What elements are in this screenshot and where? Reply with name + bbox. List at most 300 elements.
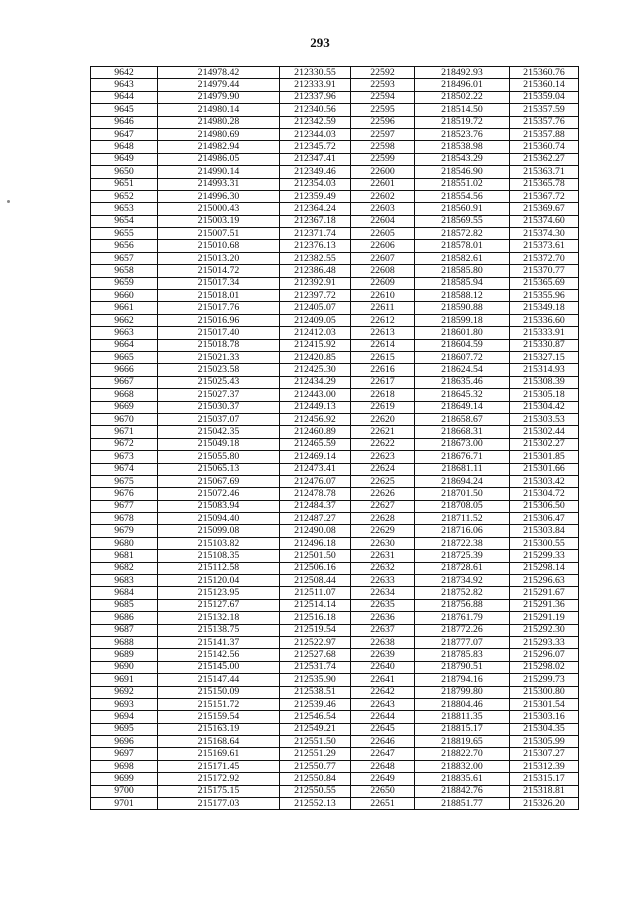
table-cell-point-id-a: 9692 bbox=[91, 686, 158, 698]
table-row bbox=[91, 141, 579, 153]
table-cell-y-coordinate-b: 215303.16 bbox=[510, 711, 579, 723]
table-row bbox=[91, 525, 579, 537]
table-cell-point-id-b: 22635 bbox=[351, 599, 415, 611]
table-cell-point-id-b: 22608 bbox=[351, 265, 415, 277]
table-cell-y-coordinate-b: 215298.02 bbox=[510, 661, 579, 673]
table-cell-point-id-a: 9642 bbox=[91, 67, 158, 79]
table-cell-y-coordinate-b: 215308.39 bbox=[510, 376, 579, 388]
table-cell-point-id-a: 9682 bbox=[91, 562, 158, 574]
table-row bbox=[91, 661, 579, 673]
table-cell-y-coordinate-b: 215365.78 bbox=[510, 178, 579, 190]
table-cell-x-coordinate-a: 215177.03 bbox=[158, 798, 280, 810]
table-cell-point-id-b: 22629 bbox=[351, 525, 415, 537]
table-cell-point-id-a: 9701 bbox=[91, 798, 158, 810]
table-cell-y-coordinate-b: 215355.96 bbox=[510, 290, 579, 302]
table-cell-x-coordinate-b: 218658.67 bbox=[415, 413, 510, 425]
table-cell-point-id-a: 9699 bbox=[91, 773, 158, 785]
table-cell-y-coordinate-a: 212496.18 bbox=[280, 537, 351, 549]
scan-speck bbox=[7, 200, 10, 203]
coordinates-table-body bbox=[91, 67, 579, 810]
table-cell-point-id-a: 9667 bbox=[91, 376, 158, 388]
table-row bbox=[91, 153, 579, 165]
table-cell-point-id-b: 22619 bbox=[351, 401, 415, 413]
table-cell-point-id-b: 22639 bbox=[351, 649, 415, 661]
table-cell-point-id-a: 9687 bbox=[91, 624, 158, 636]
table-cell-x-coordinate-b: 218514.50 bbox=[415, 104, 510, 116]
table-row bbox=[91, 463, 579, 475]
table-cell-y-coordinate-b: 215291.19 bbox=[510, 612, 579, 624]
table-cell-point-id-b: 22638 bbox=[351, 636, 415, 648]
table-cell-y-coordinate-a: 212344.03 bbox=[280, 128, 351, 140]
table-cell-x-coordinate-a: 215108.35 bbox=[158, 550, 280, 562]
table-cell-x-coordinate-b: 218590.88 bbox=[415, 302, 510, 314]
table-cell-x-coordinate-a: 214996.30 bbox=[158, 190, 280, 202]
table-cell-x-coordinate-b: 218794.16 bbox=[415, 674, 510, 686]
table-cell-point-id-a: 9676 bbox=[91, 488, 158, 500]
table-cell-point-id-b: 22597 bbox=[351, 128, 415, 140]
table-cell-point-id-a: 9658 bbox=[91, 265, 158, 277]
table-cell-point-id-a: 9693 bbox=[91, 698, 158, 710]
table-cell-y-coordinate-b: 215365.69 bbox=[510, 277, 579, 289]
table-cell-x-coordinate-a: 215168.64 bbox=[158, 736, 280, 748]
table-cell-y-coordinate-a: 212333.91 bbox=[280, 79, 351, 91]
table-row bbox=[91, 327, 579, 339]
table-cell-x-coordinate-b: 218635.46 bbox=[415, 376, 510, 388]
table-cell-x-coordinate-a: 215103.82 bbox=[158, 537, 280, 549]
table-cell-y-coordinate-b: 215360.14 bbox=[510, 79, 579, 91]
table-row bbox=[91, 686, 579, 698]
table-cell-y-coordinate-b: 215367.72 bbox=[510, 190, 579, 202]
table-cell-y-coordinate-a: 212478.78 bbox=[280, 488, 351, 500]
table-cell-y-coordinate-a: 212550.77 bbox=[280, 760, 351, 772]
table-row bbox=[91, 413, 579, 425]
table-cell-y-coordinate-a: 212347.41 bbox=[280, 153, 351, 165]
table-cell-y-coordinate-a: 212409.05 bbox=[280, 314, 351, 326]
table-row bbox=[91, 711, 579, 723]
table-cell-y-coordinate-b: 215301.54 bbox=[510, 698, 579, 710]
table-cell-point-id-a: 9700 bbox=[91, 785, 158, 797]
table-cell-y-coordinate-a: 212392.91 bbox=[280, 277, 351, 289]
table-cell-x-coordinate-a: 214982.94 bbox=[158, 141, 280, 153]
table-cell-y-coordinate-a: 212415.92 bbox=[280, 339, 351, 351]
table-cell-point-id-a: 9656 bbox=[91, 240, 158, 252]
table-row bbox=[91, 500, 579, 512]
table-cell-point-id-a: 9696 bbox=[91, 736, 158, 748]
table-cell-y-coordinate-a: 212487.27 bbox=[280, 513, 351, 525]
table-cell-x-coordinate-a: 215163.19 bbox=[158, 723, 280, 735]
table-cell-point-id-a: 9654 bbox=[91, 215, 158, 227]
table-cell-x-coordinate-a: 215169.61 bbox=[158, 748, 280, 760]
table-cell-x-coordinate-a: 214990.14 bbox=[158, 166, 280, 178]
table-cell-point-id-a: 9660 bbox=[91, 290, 158, 302]
table-cell-point-id-b: 22632 bbox=[351, 562, 415, 574]
table-row bbox=[91, 698, 579, 710]
table-row bbox=[91, 277, 579, 289]
table-cell-x-coordinate-a: 215151.72 bbox=[158, 698, 280, 710]
table-row bbox=[91, 723, 579, 735]
table-cell-point-id-a: 9698 bbox=[91, 760, 158, 772]
table-cell-y-coordinate-a: 212539.46 bbox=[280, 698, 351, 710]
table-cell-point-id-a: 9689 bbox=[91, 649, 158, 661]
table-cell-point-id-a: 9666 bbox=[91, 364, 158, 376]
table-cell-point-id-a: 9648 bbox=[91, 141, 158, 153]
table-cell-y-coordinate-b: 215301.66 bbox=[510, 463, 579, 475]
table-cell-x-coordinate-a: 215142.56 bbox=[158, 649, 280, 661]
table-cell-point-id-a: 9659 bbox=[91, 277, 158, 289]
table-cell-y-coordinate-a: 212345.72 bbox=[280, 141, 351, 153]
table-cell-point-id-b: 22628 bbox=[351, 513, 415, 525]
table-cell-x-coordinate-b: 218578.01 bbox=[415, 240, 510, 252]
table-cell-y-coordinate-a: 212519.54 bbox=[280, 624, 351, 636]
table-cell-y-coordinate-a: 212476.07 bbox=[280, 475, 351, 487]
table-cell-point-id-b: 22647 bbox=[351, 748, 415, 760]
table-cell-y-coordinate-a: 212397.72 bbox=[280, 290, 351, 302]
table-cell-point-id-b: 22604 bbox=[351, 215, 415, 227]
table-cell-y-coordinate-a: 212376.13 bbox=[280, 240, 351, 252]
table-cell-y-coordinate-a: 212516.18 bbox=[280, 612, 351, 624]
table-row bbox=[91, 612, 579, 624]
table-cell-y-coordinate-a: 212501.50 bbox=[280, 550, 351, 562]
table-cell-point-id-b: 22642 bbox=[351, 686, 415, 698]
table-cell-y-coordinate-b: 215299.73 bbox=[510, 674, 579, 686]
table-cell-point-id-a: 9697 bbox=[91, 748, 158, 760]
table-cell-y-coordinate-b: 215305.99 bbox=[510, 736, 579, 748]
table-cell-point-id-a: 9657 bbox=[91, 252, 158, 264]
table-cell-x-coordinate-a: 215017.34 bbox=[158, 277, 280, 289]
table-cell-x-coordinate-b: 218551.02 bbox=[415, 178, 510, 190]
table-row bbox=[91, 513, 579, 525]
table-cell-y-coordinate-b: 215303.53 bbox=[510, 413, 579, 425]
table-cell-y-coordinate-b: 215298.14 bbox=[510, 562, 579, 574]
table-cell-y-coordinate-a: 212349.46 bbox=[280, 166, 351, 178]
table-cell-y-coordinate-a: 212367.18 bbox=[280, 215, 351, 227]
table-cell-y-coordinate-b: 215360.76 bbox=[510, 67, 579, 79]
table-cell-y-coordinate-b: 215293.33 bbox=[510, 636, 579, 648]
table-cell-y-coordinate-a: 212460.89 bbox=[280, 426, 351, 438]
table-cell-y-coordinate-b: 215357.76 bbox=[510, 116, 579, 128]
table-cell-y-coordinate-b: 215336.60 bbox=[510, 314, 579, 326]
table-cell-x-coordinate-a: 215017.76 bbox=[158, 302, 280, 314]
table-cell-point-id-a: 9684 bbox=[91, 587, 158, 599]
table-cell-x-coordinate-b: 218785.83 bbox=[415, 649, 510, 661]
table-cell-point-id-a: 9673 bbox=[91, 451, 158, 463]
table-cell-point-id-b: 22615 bbox=[351, 351, 415, 363]
table-cell-point-id-b: 22641 bbox=[351, 674, 415, 686]
table-cell-x-coordinate-b: 218585.94 bbox=[415, 277, 510, 289]
table-cell-y-coordinate-b: 215296.07 bbox=[510, 649, 579, 661]
table-row bbox=[91, 376, 579, 388]
table-cell-x-coordinate-a: 215042.35 bbox=[158, 426, 280, 438]
table-cell-x-coordinate-a: 215072.46 bbox=[158, 488, 280, 500]
table-cell-x-coordinate-a: 214980.14 bbox=[158, 104, 280, 116]
table-cell-y-coordinate-b: 215315.17 bbox=[510, 773, 579, 785]
table-cell-x-coordinate-b: 218761.79 bbox=[415, 612, 510, 624]
table-cell-x-coordinate-b: 218722.38 bbox=[415, 537, 510, 549]
table-cell-point-id-a: 9688 bbox=[91, 636, 158, 648]
table-cell-y-coordinate-a: 212490.08 bbox=[280, 525, 351, 537]
table-cell-point-id-b: 22622 bbox=[351, 438, 415, 450]
table-cell-x-coordinate-a: 215030.37 bbox=[158, 401, 280, 413]
table-cell-point-id-b: 22612 bbox=[351, 314, 415, 326]
table-cell-x-coordinate-a: 215049.18 bbox=[158, 438, 280, 450]
table-cell-x-coordinate-b: 218681.11 bbox=[415, 463, 510, 475]
table-cell-x-coordinate-b: 218756.88 bbox=[415, 599, 510, 611]
table-cell-y-coordinate-b: 215362.27 bbox=[510, 153, 579, 165]
table-cell-point-id-b: 22627 bbox=[351, 500, 415, 512]
table-row bbox=[91, 240, 579, 252]
table-row bbox=[91, 351, 579, 363]
table-row bbox=[91, 475, 579, 487]
table-cell-x-coordinate-b: 218624.54 bbox=[415, 364, 510, 376]
table-cell-y-coordinate-a: 212484.37 bbox=[280, 500, 351, 512]
table-cell-x-coordinate-b: 218538.98 bbox=[415, 141, 510, 153]
table-cell-x-coordinate-a: 215027.37 bbox=[158, 389, 280, 401]
table-cell-x-coordinate-a: 215159.54 bbox=[158, 711, 280, 723]
table-cell-y-coordinate-a: 212511.07 bbox=[280, 587, 351, 599]
table-cell-y-coordinate-a: 212386.48 bbox=[280, 265, 351, 277]
table-cell-point-id-b: 22621 bbox=[351, 426, 415, 438]
table-cell-y-coordinate-a: 212550.55 bbox=[280, 785, 351, 797]
table-cell-point-id-b: 22636 bbox=[351, 612, 415, 624]
table-cell-y-coordinate-a: 212535.90 bbox=[280, 674, 351, 686]
table-row bbox=[91, 79, 579, 91]
table-cell-point-id-a: 9663 bbox=[91, 327, 158, 339]
table-cell-point-id-a: 9683 bbox=[91, 575, 158, 587]
table-cell-x-coordinate-a: 215007.51 bbox=[158, 228, 280, 240]
table-row bbox=[91, 488, 579, 500]
table-cell-x-coordinate-a: 215000.43 bbox=[158, 203, 280, 215]
table-row bbox=[91, 215, 579, 227]
table-cell-point-id-b: 22644 bbox=[351, 711, 415, 723]
table-cell-y-coordinate-b: 215292.30 bbox=[510, 624, 579, 636]
table-row bbox=[91, 302, 579, 314]
table-cell-x-coordinate-a: 215055.80 bbox=[158, 451, 280, 463]
table-cell-x-coordinate-a: 215083.94 bbox=[158, 500, 280, 512]
table-cell-y-coordinate-a: 212359.49 bbox=[280, 190, 351, 202]
table-cell-y-coordinate-a: 212342.59 bbox=[280, 116, 351, 128]
table-cell-point-id-a: 9691 bbox=[91, 674, 158, 686]
table-cell-x-coordinate-b: 218815.17 bbox=[415, 723, 510, 735]
table-cell-x-coordinate-b: 218701.50 bbox=[415, 488, 510, 500]
table-row bbox=[91, 636, 579, 648]
table-cell-point-id-b: 22625 bbox=[351, 475, 415, 487]
table-row bbox=[91, 575, 579, 587]
table-cell-point-id-b: 22610 bbox=[351, 290, 415, 302]
table-cell-x-coordinate-b: 218734.92 bbox=[415, 575, 510, 587]
table-cell-x-coordinate-a: 214978.42 bbox=[158, 67, 280, 79]
table-cell-point-id-a: 9646 bbox=[91, 116, 158, 128]
table-cell-point-id-b: 22624 bbox=[351, 463, 415, 475]
table-row bbox=[91, 401, 579, 413]
table-cell-y-coordinate-a: 212382.55 bbox=[280, 252, 351, 264]
table-cell-point-id-b: 22623 bbox=[351, 451, 415, 463]
table-cell-point-id-b: 22649 bbox=[351, 773, 415, 785]
coordinates-table bbox=[90, 66, 579, 810]
table-cell-y-coordinate-b: 215304.72 bbox=[510, 488, 579, 500]
table-cell-x-coordinate-b: 218835.61 bbox=[415, 773, 510, 785]
table-cell-x-coordinate-b: 218716.06 bbox=[415, 525, 510, 537]
table-cell-point-id-a: 9669 bbox=[91, 401, 158, 413]
table-cell-x-coordinate-a: 215018.78 bbox=[158, 339, 280, 351]
table-cell-point-id-b: 22605 bbox=[351, 228, 415, 240]
table-cell-y-coordinate-b: 215303.84 bbox=[510, 525, 579, 537]
table-cell-point-id-b: 22645 bbox=[351, 723, 415, 735]
table-row bbox=[91, 451, 579, 463]
table-cell-y-coordinate-a: 212340.56 bbox=[280, 104, 351, 116]
table-cell-x-coordinate-b: 218572.82 bbox=[415, 228, 510, 240]
table-cell-point-id-b: 22651 bbox=[351, 798, 415, 810]
page-number: 293 bbox=[310, 35, 330, 50]
table-row bbox=[91, 91, 579, 103]
table-cell-y-coordinate-a: 212508.44 bbox=[280, 575, 351, 587]
table-row bbox=[91, 674, 579, 686]
table-row bbox=[91, 599, 579, 611]
table-cell-x-coordinate-b: 218601.80 bbox=[415, 327, 510, 339]
table-cell-point-id-b: 22603 bbox=[351, 203, 415, 215]
table-cell-x-coordinate-a: 215147.44 bbox=[158, 674, 280, 686]
table-row bbox=[91, 67, 579, 79]
table-cell-point-id-a: 9674 bbox=[91, 463, 158, 475]
table-cell-x-coordinate-a: 215171.45 bbox=[158, 760, 280, 772]
table-row bbox=[91, 228, 579, 240]
table-cell-x-coordinate-a: 215014.72 bbox=[158, 265, 280, 277]
table-cell-y-coordinate-a: 212527.68 bbox=[280, 649, 351, 661]
table-cell-x-coordinate-b: 218649.14 bbox=[415, 401, 510, 413]
table-cell-point-id-a: 9679 bbox=[91, 525, 158, 537]
table-cell-point-id-b: 22596 bbox=[351, 116, 415, 128]
table-row bbox=[91, 314, 579, 326]
table-cell-y-coordinate-b: 215291.67 bbox=[510, 587, 579, 599]
table-row bbox=[91, 438, 579, 450]
table-row bbox=[91, 203, 579, 215]
table-cell-y-coordinate-a: 212364.24 bbox=[280, 203, 351, 215]
table-cell-point-id-b: 22637 bbox=[351, 624, 415, 636]
table-cell-y-coordinate-b: 215304.35 bbox=[510, 723, 579, 735]
table-cell-x-coordinate-a: 215138.75 bbox=[158, 624, 280, 636]
table-cell-y-coordinate-b: 215363.71 bbox=[510, 166, 579, 178]
table-row bbox=[91, 178, 579, 190]
table-cell-y-coordinate-a: 212551.50 bbox=[280, 736, 351, 748]
table-cell-x-coordinate-a: 215132.18 bbox=[158, 612, 280, 624]
table-cell-y-coordinate-b: 215359.04 bbox=[510, 91, 579, 103]
table-cell-y-coordinate-a: 212405.07 bbox=[280, 302, 351, 314]
table-cell-x-coordinate-b: 218588.12 bbox=[415, 290, 510, 302]
table-cell-point-id-b: 22640 bbox=[351, 661, 415, 673]
table-cell-y-coordinate-a: 212551.29 bbox=[280, 748, 351, 760]
table-cell-x-coordinate-b: 218604.59 bbox=[415, 339, 510, 351]
table-cell-y-coordinate-b: 215373.61 bbox=[510, 240, 579, 252]
table-cell-x-coordinate-a: 215037.07 bbox=[158, 413, 280, 425]
table-cell-x-coordinate-a: 215120.04 bbox=[158, 575, 280, 587]
table-cell-point-id-b: 22646 bbox=[351, 736, 415, 748]
table-cell-point-id-a: 9649 bbox=[91, 153, 158, 165]
table-cell-point-id-b: 22616 bbox=[351, 364, 415, 376]
table-cell-y-coordinate-b: 215314.93 bbox=[510, 364, 579, 376]
table-cell-y-coordinate-b: 215306.47 bbox=[510, 513, 579, 525]
table-cell-x-coordinate-a: 215025.43 bbox=[158, 376, 280, 388]
table-cell-y-coordinate-b: 215303.42 bbox=[510, 475, 579, 487]
table-cell-x-coordinate-b: 218543.29 bbox=[415, 153, 510, 165]
table-cell-y-coordinate-b: 215374.60 bbox=[510, 215, 579, 227]
table-cell-point-id-b: 22592 bbox=[351, 67, 415, 79]
table-cell-x-coordinate-a: 215067.69 bbox=[158, 475, 280, 487]
table-cell-point-id-b: 22593 bbox=[351, 79, 415, 91]
table-row bbox=[91, 389, 579, 401]
table-cell-point-id-a: 9651 bbox=[91, 178, 158, 190]
table-cell-y-coordinate-a: 212549.21 bbox=[280, 723, 351, 735]
table-cell-x-coordinate-b: 218799.80 bbox=[415, 686, 510, 698]
table-cell-y-coordinate-a: 212514.14 bbox=[280, 599, 351, 611]
table-cell-x-coordinate-a: 215065.13 bbox=[158, 463, 280, 475]
table-row bbox=[91, 550, 579, 562]
table-cell-point-id-a: 9644 bbox=[91, 91, 158, 103]
table-cell-y-coordinate-b: 215302.44 bbox=[510, 426, 579, 438]
table-cell-y-coordinate-b: 215357.88 bbox=[510, 128, 579, 140]
table-row bbox=[91, 190, 579, 202]
table-cell-y-coordinate-a: 212420.85 bbox=[280, 351, 351, 363]
table-row bbox=[91, 364, 579, 376]
table-cell-point-id-b: 22631 bbox=[351, 550, 415, 562]
table-row bbox=[91, 116, 579, 128]
table-cell-y-coordinate-a: 212473.41 bbox=[280, 463, 351, 475]
table-cell-x-coordinate-b: 218842.76 bbox=[415, 785, 510, 797]
table-cell-x-coordinate-b: 218725.39 bbox=[415, 550, 510, 562]
table-row bbox=[91, 785, 579, 797]
table-cell-y-coordinate-a: 212449.13 bbox=[280, 401, 351, 413]
table-cell-x-coordinate-a: 215145.00 bbox=[158, 661, 280, 673]
table-cell-point-id-b: 22630 bbox=[351, 537, 415, 549]
table-cell-point-id-b: 22617 bbox=[351, 376, 415, 388]
table-cell-y-coordinate-a: 212330.55 bbox=[280, 67, 351, 79]
table-row bbox=[91, 624, 579, 636]
table-cell-y-coordinate-a: 212531.74 bbox=[280, 661, 351, 673]
table-cell-y-coordinate-a: 212443.00 bbox=[280, 389, 351, 401]
table-row bbox=[91, 426, 579, 438]
table-cell-y-coordinate-a: 212522.97 bbox=[280, 636, 351, 648]
table-row bbox=[91, 562, 579, 574]
table-cell-y-coordinate-a: 212552.13 bbox=[280, 798, 351, 810]
table-cell-point-id-b: 22611 bbox=[351, 302, 415, 314]
table-cell-y-coordinate-b: 215302.27 bbox=[510, 438, 579, 450]
table-cell-x-coordinate-a: 215123.95 bbox=[158, 587, 280, 599]
table-cell-x-coordinate-a: 215112.58 bbox=[158, 562, 280, 574]
table-cell-x-coordinate-b: 218546.90 bbox=[415, 166, 510, 178]
table-cell-x-coordinate-b: 218607.72 bbox=[415, 351, 510, 363]
table-cell-x-coordinate-a: 215016.96 bbox=[158, 314, 280, 326]
table-cell-x-coordinate-a: 214979.90 bbox=[158, 91, 280, 103]
table-cell-point-id-b: 22613 bbox=[351, 327, 415, 339]
table-cell-x-coordinate-b: 218582.61 bbox=[415, 252, 510, 264]
table-cell-x-coordinate-a: 215017.40 bbox=[158, 327, 280, 339]
table-cell-point-id-b: 22634 bbox=[351, 587, 415, 599]
table-cell-x-coordinate-a: 215013.20 bbox=[158, 252, 280, 264]
table-cell-y-coordinate-a: 212465.59 bbox=[280, 438, 351, 450]
table-cell-y-coordinate-b: 215357.59 bbox=[510, 104, 579, 116]
table-row bbox=[91, 290, 579, 302]
table-cell-point-id-a: 9685 bbox=[91, 599, 158, 611]
table-cell-point-id-a: 9650 bbox=[91, 166, 158, 178]
table-cell-x-coordinate-a: 215099.08 bbox=[158, 525, 280, 537]
table-cell-point-id-a: 9662 bbox=[91, 314, 158, 326]
table-cell-y-coordinate-a: 212456.92 bbox=[280, 413, 351, 425]
table-cell-point-id-a: 9671 bbox=[91, 426, 158, 438]
table-cell-y-coordinate-a: 212371.74 bbox=[280, 228, 351, 240]
table-cell-x-coordinate-b: 218711.52 bbox=[415, 513, 510, 525]
table-cell-x-coordinate-b: 218777.07 bbox=[415, 636, 510, 648]
table-cell-y-coordinate-a: 212469.14 bbox=[280, 451, 351, 463]
table-cell-y-coordinate-b: 215370.77 bbox=[510, 265, 579, 277]
table-cell-x-coordinate-a: 214986.05 bbox=[158, 153, 280, 165]
